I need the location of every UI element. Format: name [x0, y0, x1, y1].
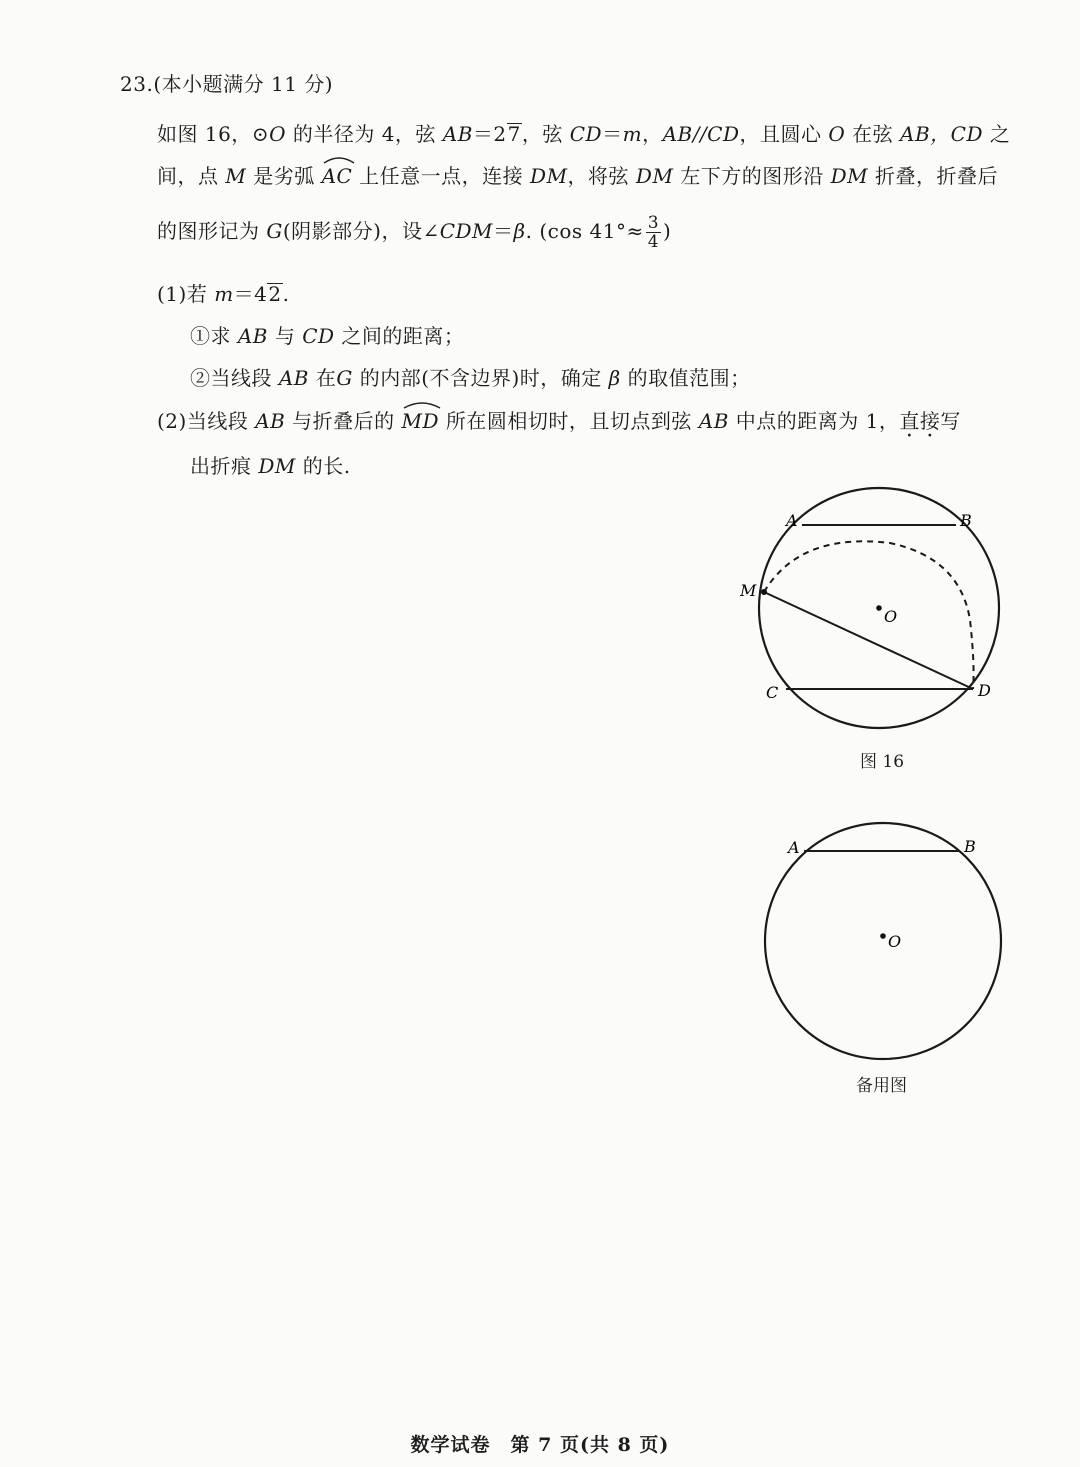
sqrt-7: 7 [507, 122, 521, 146]
emphasis-jie: 接 [919, 409, 941, 433]
intro-line-2: 间，点 M 是劣弧 AC 上任意一点，连接 DM，将弦 DM 左下方的图形沿 DM 折叠，折叠后 [157, 162, 998, 190]
label-O: O [884, 607, 898, 626]
folded-arc [764, 541, 974, 689]
question-score: (本小题满分 11 分) [153, 72, 334, 96]
center-O [876, 605, 882, 611]
intro-line-3: 的图形记为 G(阴影部分)，设∠CDM＝β. (cos 41°≈ $\frac{3}{4}$ ) [157, 213, 672, 252]
arc-AC: AC [322, 162, 353, 190]
page-footer: 数学试卷 第 7 页(共 8 页) [410, 1434, 670, 1456]
point-M [761, 589, 767, 595]
part1-sub1: ①求 AB 与 CD 之间的距离； [190, 324, 465, 348]
sqrt-2: 2 [268, 282, 282, 306]
part2-line-2: 出折痕 DM 的长. [190, 454, 351, 478]
label-D: D [978, 681, 991, 700]
spare-label-A: A [788, 838, 800, 857]
fraction-3-4: $\frac{3}{4}$ [647, 213, 660, 252]
arc-MD: MD [402, 407, 440, 435]
question-header [120, 70, 333, 98]
label-C: C [766, 683, 779, 702]
figure-spare [740, 810, 1020, 1070]
spare-label-B: B [964, 837, 976, 856]
part1-condition: (1)若 m＝42. [157, 282, 290, 306]
spare-center-O [880, 933, 886, 939]
part1-sub2: ②当线段 AB 在G 的内部(不含边界)时，确定 β 的取值范围； [190, 366, 751, 390]
emphasis-zhi: 直 [899, 409, 920, 433]
spare-circle-O [765, 823, 1001, 1059]
figure-16-caption: 图 16 [860, 752, 905, 772]
label-M: M [740, 581, 757, 600]
intro-line-1: 如图 16，⊙O 的半径为 4，弦 AB＝27，弦 CD＝m，AB//CD，且圆心 O 在弦 AB，CD 之 [157, 122, 1011, 146]
label-B: B [960, 511, 972, 530]
label-A: A [786, 511, 798, 530]
spare-label-O: O [888, 932, 902, 951]
crease-DM [764, 592, 973, 689]
part2-line-1: (2)当线段 AB 与折叠后的 MD 所在圆相切时，且切点到弦 AB 中点的距离为 1，直接写 [157, 407, 961, 435]
question-number: 23. [120, 72, 154, 96]
spare-figure-caption: 备用图 [856, 1076, 907, 1096]
figure-16 [740, 480, 1020, 740]
